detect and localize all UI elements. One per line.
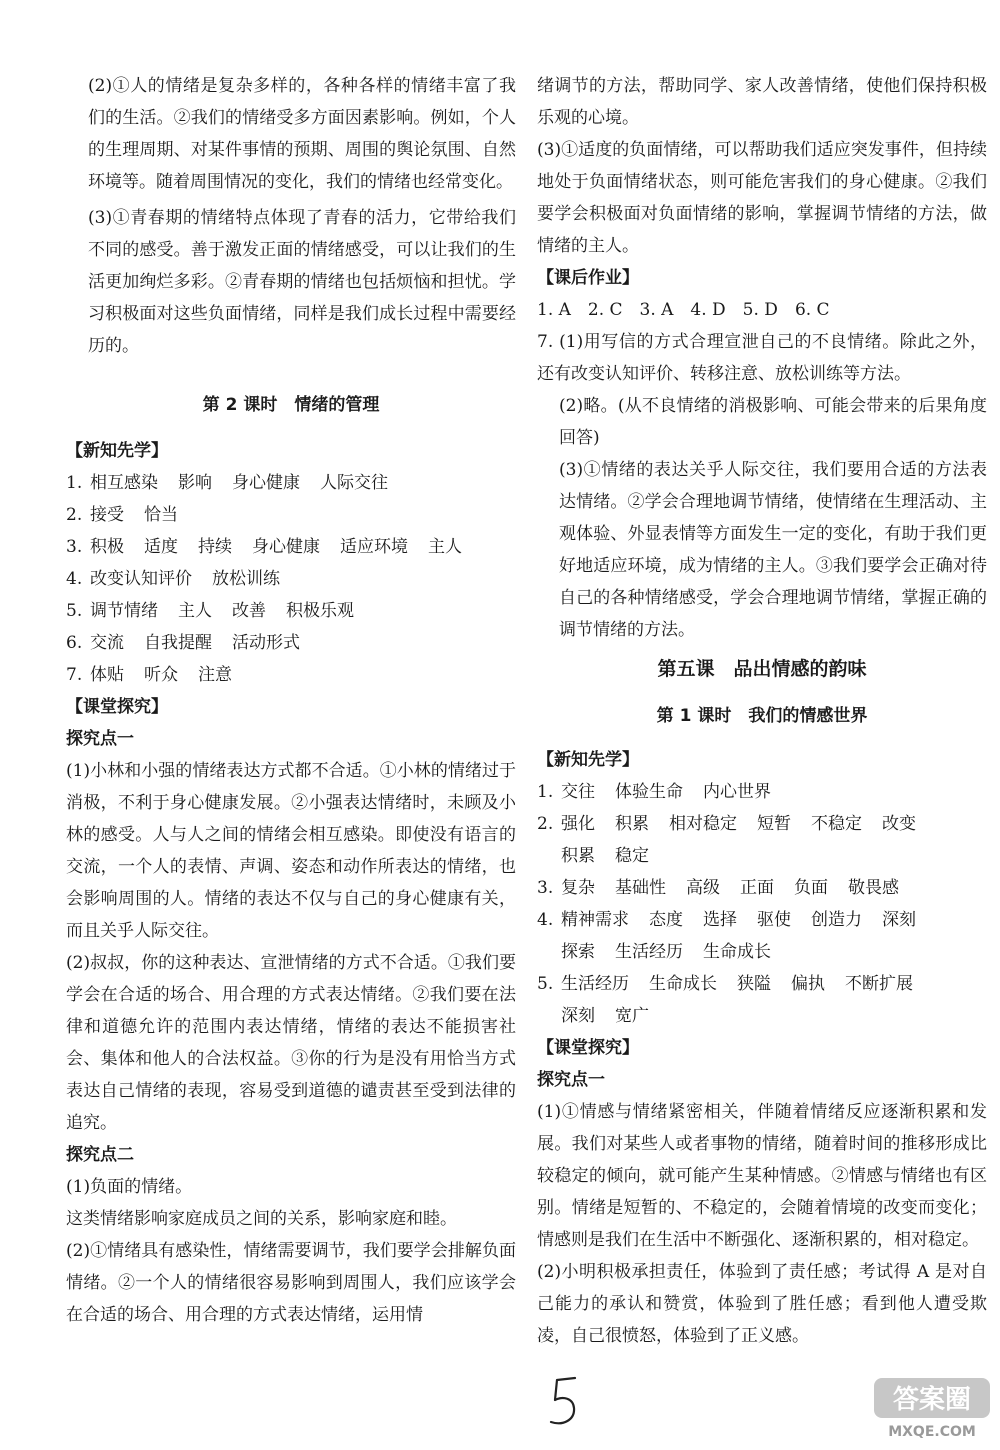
xinzhi-item: 5. 生活经历 生命成长 狭隘 偏执 不断扩展 <box>537 974 913 994</box>
xinzhi-item-continued: 积累 稳定 <box>561 846 649 866</box>
section-label-xinzhi: 【新知先学】 <box>66 441 168 461</box>
section-label-ketang-right: 【课堂探究】 <box>537 1038 639 1058</box>
right-paragraph-1: 绪调节的方法，帮助同学、家人改善情绪，使他们保持积极乐观的心境。 <box>537 76 987 128</box>
xinzhi-item-continued: 探索 生活经历 生命成长 <box>561 942 771 962</box>
inquiry-2-answer-1: (1)负面的情绪。 <box>66 1177 193 1197</box>
inquiry-point-1: 探究点一 <box>66 729 134 749</box>
section-label-kehou: 【课后作业】 <box>537 268 639 288</box>
question-7-part-1: 7. (1)用写信的方式合理宣泄自己的不良情绪。除此之外，还有改变认知评价、转移注意、放松训练等方法。 <box>537 332 987 384</box>
xinzhi-list-right <box>537 776 987 1032</box>
inquiry-point-1-right: 探究点一 <box>537 1070 605 1090</box>
svg-text:答案圈: 答案圈 <box>892 1385 972 1415</box>
inquiry-1-answer-2: (2)叔叔，你的这种表达、宣泄情绪的方式不合适。①我们要学会在合适的场合、用合理的方式表达情绪。②我们要在法律和道德允许的范围内表达情绪，情绪的表达不能损害社会、集体和他人的合法权益。③你的行为是没有用恰当方式表达自己情绪的表现，容易受到道德的谴责甚至受到法律的追究。 <box>66 953 516 1133</box>
xinzhi-item: 2. 强化 积累 相对稳定 短暂 不稳定 改变 <box>537 814 916 834</box>
lesson-title-emotion-management: 第 2 课时 情绪的管理 <box>202 395 380 415</box>
svg-text:MXQE.COM: MXQE.COM <box>888 1424 976 1440</box>
xinzhi-item-continued: 深刻 宽广 <box>561 1006 649 1026</box>
handwritten-page-number <box>545 1372 585 1432</box>
question-7-part-3: (3)①情绪的表达关乎人际交往，我们要用合适的方法表达情绪。②学会合理地调节情绪，使情绪在生理活动、主观体验、外显表情等方面发生一定的变化，有助于我们更好地适应环境，成为情绪的主人。③我们要学会正确对待自己的各种情绪感受，学会合理地调节情绪，掌握正确的调节情绪的方法。 <box>559 460 987 640</box>
xinzhi-item: 1. 交往 体验生命 内心世界 <box>537 782 771 802</box>
xinzhi-item: 7. 体贴 听众 注意 <box>66 665 232 685</box>
left-paragraph-2: (3)①青春期的情绪特点体现了青春的活力，它带给我们不同的感受。善于激发正面的情绪感受，可以让我们的生活更加绚烂多彩。②青春期的情绪也包括烦恼和担忧。学习积极面对这些负面情绪，同样是我们成长过程中需要经历的。 <box>88 208 516 356</box>
xinzhi-item: 3. 积极 适度 持续 身心健康 适应环境 主人 <box>66 537 462 557</box>
xinzhi-item: 4. 改变认知评价 放松训练 <box>66 569 280 589</box>
right-inquiry-1-answer-1: (1)①情感与情绪紧密相关，伴随着情绪反应逐渐积累和发展。我们对某些人或者事物的情绪，随着时间的推移形成比较稳定的倾向，就可能产生某种情感。②情感与情绪也有区别。情绪是短暂的、不稳定的，会随着情境的改变而变化；情感则是我们在生活中不断强化、逐渐积累的，相对稳定。 <box>537 1102 987 1250</box>
right-paragraph-2: (3)①适度的负面情绪，可以帮助我们适应突发事件，但持续地处于负面情绪状态，则可能危害我们的身心健康。②我们要学会积极面对负面情绪的影响，掌握调节情绪的方法，做情绪的主人。 <box>537 140 987 256</box>
inquiry-2-answer-2: (2)①情绪具有感染性，情绪需要调节，我们要学会排解负面情绪。②一个人的情绪很容易影响到周围人，我们应该学会在合适的场合、用合理的方式表达情绪，运用情 <box>66 1241 516 1325</box>
lesson-title-emotion-world: 第 1 课时 我们的情感世界 <box>656 706 868 726</box>
unit-title-lesson-5: 第五课 品出情感的韵味 <box>657 658 867 680</box>
xinzhi-item: 2. 接受 恰当 <box>66 505 178 525</box>
inquiry-1-answer-1: (1)小林和小强的情绪表达方式都不合适。①小林的情绪过于消极，不利于身心健康发展。②小强表达情绪时，未顾及小林的感受。人与人之间的情绪会相互感染。即使没有语言的交流，一个人的表情、声调、姿态和动作所表达的情绪，也会影响周围的人。情绪的表达不仅与自己的身心健康有关，而且关乎人际交往。 <box>66 761 516 941</box>
multiple-choice-answers: 1. A 2. C 3. A 4. D 5. D 6. C <box>537 300 830 320</box>
xinzhi-item: 6. 交流 自我提醒 活动形式 <box>66 633 300 653</box>
xinzhi-item: 4. 精神需求 态度 选择 驱使 创造力 深刻 <box>537 910 916 930</box>
section-label-ketang: 【课堂探究】 <box>66 697 168 717</box>
question-7-part-2: (2)略。(从不良情绪的消极影响、可能会带来的后果角度回答) <box>559 396 987 448</box>
xinzhi-list <box>66 467 516 691</box>
xinzhi-item: 1. 相互感染 影响 身心健康 人际交往 <box>66 473 388 493</box>
right-column <box>537 70 987 1352</box>
right-inquiry-1-answer-2: (2)小明积极承担责任，体验到了责任感；考试得 A 是对自己能力的承认和赞赏，体验到了胜任感；看到他人遭受欺凌，自己很愤怒，体验到了正义感。 <box>537 1262 987 1346</box>
inquiry-2-answer-1-detail: 这类情绪影响家庭成员之间的关系，影响家庭和睦。 <box>66 1209 457 1229</box>
inquiry-point-2: 探究点二 <box>66 1145 134 1165</box>
xinzhi-item: 5. 调节情绪 主人 改善 积极乐观 <box>66 601 354 621</box>
watermark-logo <box>872 1374 992 1440</box>
left-column <box>66 70 516 1331</box>
xinzhi-item: 3. 复杂 基础性 高级 正面 负面 敬畏感 <box>537 878 899 898</box>
left-paragraph-1: (2)①人的情绪是复杂多样的，各种各样的情绪丰富了我们的生活。②我们的情绪受多方面因素影响。例如，个人的生理周期、对某件事情的预期、周围的舆论氛围、自然环境等。随着周围情况的变化，我们的情绪也经常变化。 <box>88 76 516 192</box>
section-label-xinzhi-right: 【新知先学】 <box>537 750 639 770</box>
